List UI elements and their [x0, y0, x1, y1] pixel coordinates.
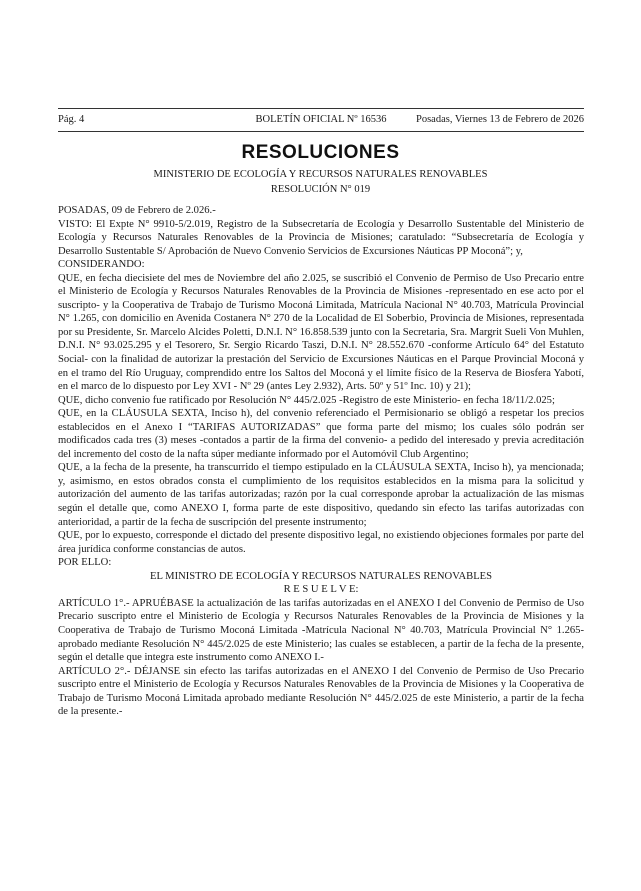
resolution-body	[58, 204, 584, 719]
section-title: RESOLUCIONES	[241, 142, 400, 163]
considerando-paragraph-4: QUE, a la fecha de la presente, ha transcurrido el tiempo estipulado en la CLÁUSULA SEXTA, Inciso h), ya mencionada; y, asimismo, en estos obrados consta el cumplimiento de los requisitos establecidos en la misma para la solicitud y autorización del aumento de las tarifas autorizadas; razón por la cual corresponde aprobar la actualización de las mismas según el detalle que, como ANEXO I, forma parte de este dispositivo, quedando sin efecto las tarifas autorizadas con anterioridad, a partir de la fecha de suscripción del presente instrumento;	[58, 462, 584, 528]
considerando-heading: CONSIDERANDO:	[58, 259, 145, 271]
considerando-paragraph-3: QUE, en la CLÁUSULA SEXTA, Inciso h), del convenio referenciado el Permisionario se obligó a respetar los precios establecidos en el Anexo I “TARIFAS AUTORIZADAS” que forma parte del mismo; los cuales sólo podrán ser modificados cada tres (3) meses -contados a partir de la firma del convenio- a pedido del interesado y previa acreditación del incremento del costo de la nafta súper mediante informado por el Automóvil Club Argentino;	[58, 408, 584, 460]
resuelve-heading: R E S U E L V E:	[283, 584, 359, 596]
article-1: ARTÍCULO 1°.- APRUÉBASE la actualización de las tarifas autorizadas en el ANEXO I del Convenio de Permiso de Uso Precario suscripto entre el Ministerio de Ecología y Recursos Naturales Renovables de la Provincia de Misiones y la Cooperativa de Trabajo de Turismo Moconá Limitada -Matrícula Nacional N° 40.703, Matrícula Provincial N° 1.265- aprobado mediante Resolución N° 445/2.025 de este Ministerio; las cuales se establecen, a partir de la fecha de la presente, según el detalle que integra este instrumento como ANEXO I.-	[58, 597, 584, 664]
minister-heading: EL MINISTRO DE ECOLOGÍA Y RECURSOS NATURALES RENOVABLES	[149, 570, 493, 582]
considerando-paragraph-1: QUE, en fecha diecisiete del mes de Noviembre del año 2.025, se suscribió el Convenio de Permiso de Uso Precario entre el Ministerio de Ecología y Recursos Naturales Renovables de la Provincia de Misiones -representado en ese acto por el suscripto- y la Cooperativa de Trabajo de Turismo Moconá Limitada, Matrícula Nacional N° 40.703, Matrícula Provincial N° 1.265, con domicilio en Avenida Costanera N° 270 de la Localidad de El Soberbio, Provincia de Misiones, representada por su Presidente, Sr. Marcelo Alcides Poletti, D.N.I. N° 16.858.539 junto con la Secretaria, Sra. Margrit Sueli Von Muhlen, D.N.I. N° 93.025.295 y el Tesorero, Sr. Sergio Ricardo Taszi, D.N.I. N° 28.552.670 -conforme Artículo 64° del Estatuto Social- con la finalidad de autorizar la prestación del Servicio de Excursiones Náuticas en el Parque Provincial Moconá y en el tramo del Río Uruguay, comprendido entre los Saltos del Moconá y el límite físico de la Reserva de Biosfera Yabotí, en el marco de lo dispuesto por Ley XVI - Nº 29 (antes Ley 2.932), Arts. 50º y 51º Inc. 10) y 21);	[58, 272, 584, 393]
article-2: ARTÍCULO 2°.- DÉJANSE sin efecto las tarifas autorizadas en el ANEXO I del Convenio de Permiso de Uso Precario suscripto entre el Ministerio de Ecología y Recursos Naturales Renovables de la Provincia de Misiones y la Cooperativa de Trabajo de Turismo Moconá Limitada aprobado mediante Resolución N° 445/2.025 de este Ministerio, a partir de la fecha de la presente.-	[58, 665, 584, 718]
publication-date: Posadas, Viernes 13 de Febrero de 2026	[415, 114, 584, 125]
page-header	[58, 108, 584, 132]
page-number: Pág. 4	[58, 114, 85, 125]
publication-title: BOLETÍN OFICIAL Nº 16536	[255, 114, 387, 125]
considerando-paragraph-5: QUE, por lo expuesto, corresponde el dictado del presente dispositivo legal, no existiendo objeciones formales por parte del área jurídica conforme constancias de autos.	[58, 530, 584, 555]
visto-paragraph: VISTO: El Expte N° 9910-5/2.019, Registro de la Subsecretaría de Ecología y Desarrollo Sustentable del Ministerio de Ecología y Recursos Naturales Renovables de la Provincia de Misiones; caratulado: “Subsecretaría de Ecología y Desarrollo Sustentable S/ Aprobación de Nuevo Convenio Servicios de Excursiones Náuticas PP Moconá”; y,	[58, 218, 584, 257]
resolution-number: RESOLUCIÓN N° 019	[270, 184, 371, 195]
por-ello: POR ELLO:	[58, 557, 112, 569]
ministry-heading: MINISTERIO DE ECOLOGÍA Y RECURSOS NATURALES RENOVABLES	[153, 169, 488, 180]
date-line: POSADAS, 09 de Febrero de 2.026.-	[58, 205, 216, 216]
considerando-paragraph-2: QUE, dicho convenio fue ratificado por Resolución N° 445/2.025 -Registro de este Ministerio- en fecha 18/11/2.025;	[58, 394, 555, 406]
